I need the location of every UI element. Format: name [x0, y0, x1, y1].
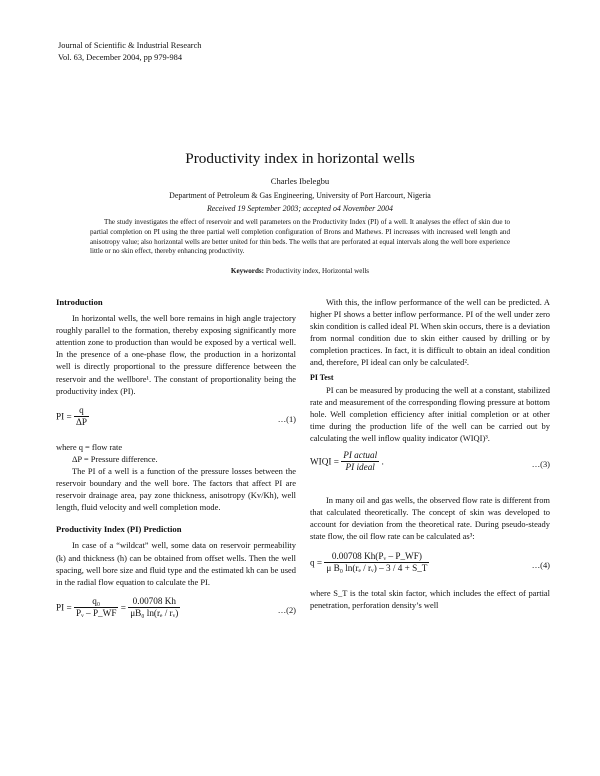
eq1-denominator: ΔP [75, 416, 87, 427]
eq1-fraction [74, 405, 89, 428]
right-paragraph-2: PI can be measured by producing the well at a constant, stabilized rate and measurement of the corresponding flowing pressure at bottom hole. Well completion efficiency after initial completion or at other time during the production life of the well can be carried out by calculating the well inflow quality indicator (WIQI)³. [310, 384, 550, 444]
eq4-label: …(4) [531, 559, 550, 570]
equation-1 [56, 405, 296, 441]
eq3-denominator: PI ideal [345, 462, 375, 473]
eq3-fraction [341, 450, 379, 473]
keywords-label: Keywords: [230, 267, 265, 275]
where-line-1: where q = flow rate [56, 441, 123, 452]
right-column [310, 296, 550, 611]
right-paragraph-4: where S_T is the total skin factor, which includes the effect of partial penetration, perforation density’s well [310, 587, 550, 610]
intro-paragraph-2: The PI of a well is a function of the pressure losses between the reservoir boundary and the well bore. The factors that affect PI are reservoir drainage area, pay zone thickness, anisotropy (Kv/Kh), well length, fluid velocity and well completion mode. [56, 465, 296, 513]
eq2-denominator-2: μB₀ ln(rₑ / rᵥ) [130, 607, 179, 618]
eq4-fraction [324, 551, 429, 574]
intro-paragraph-1: In horizontal wells, the well bore remains in high angle trajectory roughly parallel to the formation, thereby exposing significantly more attention zone to production than would be exposed by a vertical well. In the presence of a one-phase flow, the production in a horizontal well is directly proportional to the pressure difference between the reservoir and the wellbore¹. The constant of proportionality being the productivity index (PI). [56, 313, 296, 396]
right-paragraph-3: In many oil and gas wells, the observed flow rate is different from that calculated theoretically. The concept of skin was developed to account for deviation from the theoretical rate. During pseudo-steady state flow, the oil flow rate can be calculated as³: [310, 495, 550, 542]
eq2-label: …(2) [277, 604, 296, 615]
left-column [56, 296, 296, 632]
eq3-numerator: PI actual [343, 450, 378, 461]
dates: Received 19 September 2003; accepted o4 November 2004 [206, 204, 394, 213]
eq2-fraction-1 [74, 596, 118, 619]
keywords [0, 267, 600, 275]
volume-info: Vol. 63, December 2004, pp 979-984 [58, 53, 183, 62]
eq4-numerator: 0.00708 Kh(Pᵥ – P_WF) [324, 551, 429, 563]
eq2-numerator-2: 0.00708 Kh [128, 596, 180, 608]
affiliation: Department of Petroleum & Gas Engineering, University of Port Harcourt, Nigeria [169, 191, 431, 200]
equation-4 [310, 551, 550, 587]
eq2-numerator-1: q₀ [74, 596, 118, 608]
eq2-lhs: PI = [56, 602, 72, 613]
eq1-lhs: PI = [56, 411, 72, 422]
eq1-numerator: q [74, 405, 89, 417]
journal-name: Journal of Scientific & Industrial Research [58, 41, 202, 50]
eq2-fraction-2 [128, 596, 180, 619]
eq3-label: …(3) [531, 459, 550, 470]
eq1-label: …(1) [277, 413, 296, 424]
equation-2: PI = $\frac{\text{q₀}}{\text{Pᵥ – P\_WF}}$ = $\frac{0.00708 Kh}{\text{μB₀ ln(rₑ / rᵥ)}}$ …(2) [56, 595, 296, 618]
pi-paragraph-1: In case of a “wildcat” well, some data on reservoir permeability (k) and thickness (h) can be obtained from offset wells. Then the well spacing, well bore size and fluid type and the estimated kh can be used in the radial flow equation to calculate the PI. [56, 540, 296, 587]
eq2-denominator-1: Pᵥ – P_WF [75, 607, 117, 618]
right-paragraph-1: With this, the inflow performance of the well can be predicted. A higher PI shows a better inflow performance. PI of the well under zero skin condition is called ideal PI. When skin occurs, there is a deviation from normal condition due to skin either caused by drilling or by completion practices. In fact, it is difficult to obtain an ideal condition and, therefore, PI ideal can only be calculated². [310, 297, 550, 368]
pi-prediction-heading: Productivity Index (PI) Prediction [56, 524, 182, 535]
where-line-2: ΔP = Pressure difference. [72, 453, 158, 464]
equation-3: WIQI = $\frac{\text{PI actual}}{\text{PI ideal}}$ . …(3) [310, 450, 550, 473]
abstract: The study investigates the effect of reservoir and well parameters on the Productivity Index (PI) of a well. It analyses the effect of skin due to partial completion on PI using the three partial well completion configuration of Brons and Mathews. PI increases with increased well length and anisotropy value; also horizontal wells are better united for thin beds. The wells that are perforated at equal intervals along the well bore experience little or no skin effect, thereby enhancing productivity. [90, 218, 510, 256]
eq4-lhs: q = [310, 556, 323, 567]
intro-heading: Introduction [56, 297, 103, 307]
eq4-denominator: μ B₀ ln(rₑ / rᵥ) – 3 / 4 + S_T [326, 562, 428, 573]
eq3-lhs: WIQI = [310, 456, 339, 467]
article-title: Productivity index in horizontal wells [185, 150, 415, 167]
pi-test-heading: PI Test [310, 372, 334, 382]
author: Charles Ibelegbu [270, 176, 330, 186]
keywords-text: Productivity index, Horizontal wells [265, 267, 370, 275]
